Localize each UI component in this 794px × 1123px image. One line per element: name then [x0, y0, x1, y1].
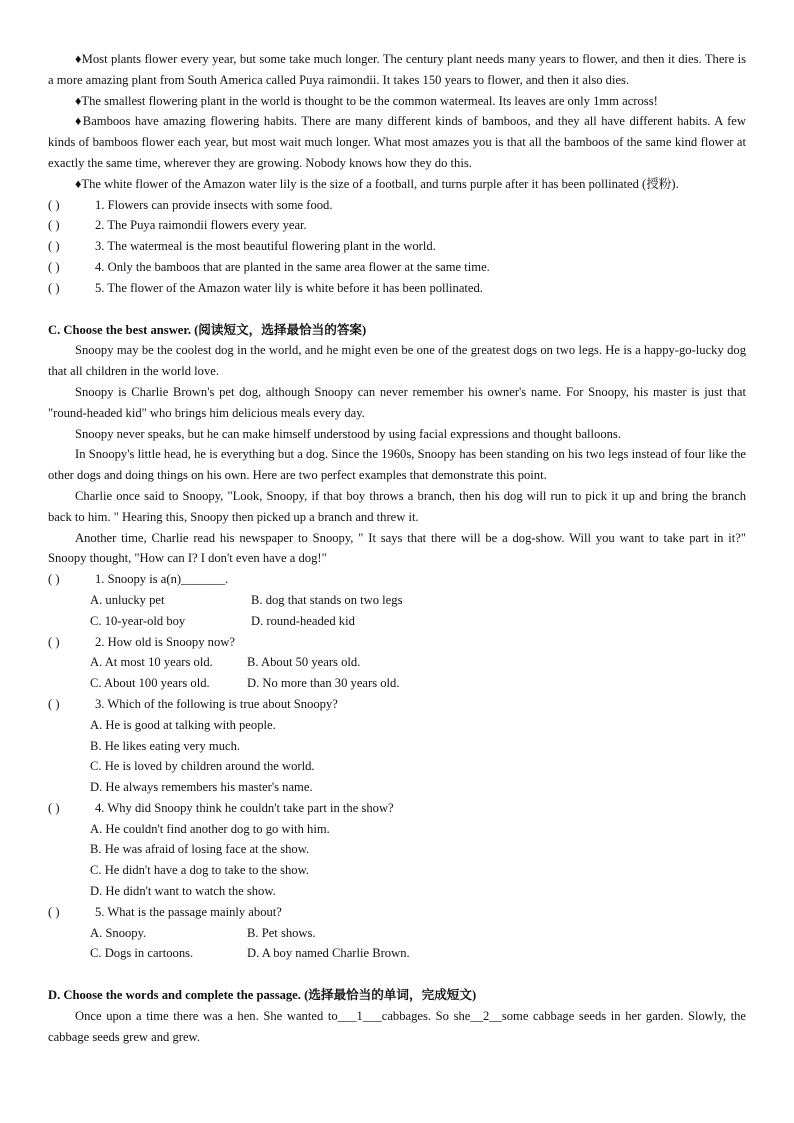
question-item [48, 632, 746, 653]
question-text: 3. The watermeal is the most beautiful flowering plant in the world. [95, 239, 436, 254]
section-c-questions [48, 569, 746, 964]
option-d[interactable]: D. A boy named Charlie Brown. [247, 946, 410, 961]
option-d[interactable]: D. No more than 30 years old. [247, 676, 400, 691]
option-a[interactable]: A. He couldn't find another dog to go with him. [90, 821, 330, 836]
option-row [48, 943, 746, 964]
question-item [48, 569, 746, 590]
question-text: 5. The flower of the Amazon water lily is white before it has been pollinated. [95, 280, 483, 295]
option-b[interactable]: B. About 50 years old. [247, 655, 361, 670]
option-c[interactable]: C. About 100 years old. [90, 676, 210, 691]
option-row [48, 673, 746, 694]
option-row [48, 923, 746, 944]
option-a[interactable]: A. unlucky pet [90, 592, 165, 607]
answer-blank[interactable]: ( ) [48, 259, 60, 274]
passage-paragraph: Snoopy may be the coolest dog in the world, and he might even be one of the greatest dogs on two legs. He is a happy-go-lucky dog that all children in the world love. [48, 343, 746, 379]
cloze-paragraph [48, 1006, 746, 1048]
option-row [48, 590, 746, 611]
question-text: 3. Which of the following is true about Snoopy? [95, 696, 338, 711]
question-text: 1. Snoopy is a(n)_______. [95, 572, 229, 587]
option-d[interactable]: D. He always remembers his master's name. [90, 780, 313, 795]
option-c[interactable]: C. He didn't have a dog to take to the show. [90, 863, 310, 878]
option-c[interactable]: C. 10-year-old boy [90, 613, 186, 628]
cloze-blank-1[interactable]: ___1___ [337, 1009, 382, 1024]
question-item [48, 798, 746, 819]
section-b-questions [48, 195, 746, 299]
answer-blank[interactable]: ( ) [48, 634, 60, 649]
passage-paragraph: Snoopy never speaks, but he can make himself understood by using facial expressions and thought balloons. [75, 426, 621, 441]
option-d[interactable]: D. He didn't want to watch the show. [90, 884, 276, 899]
answer-blank[interactable]: ( ) [48, 218, 60, 233]
option-b[interactable]: B. He was afraid of losing face at the show. [90, 842, 310, 857]
passage-paragraph: Another time, Charlie read his newspaper to Snoopy, " It says that there will be a dog-show. Will you want to take part in it?" Snoopy thought, "How can I? I don't even have a dog!" [48, 530, 746, 566]
passage-paragraph: In Snoopy's little head, he is everything but a dog. Since the 1960s, Snoopy has been standing on his two legs instead of four like the other dogs and doing things on his own. Here are two perfect examples that demonstrate this point. [48, 447, 746, 483]
question-item [48, 257, 746, 278]
passage-paragraph: Charlie once said to Snoopy, "Look, Snoopy, if that boy throws a branch, then his dog will run to pick it up and bring the branch back to him. " Hearing this, Snoopy then picked up a branch and threw it. [48, 488, 746, 524]
option-b[interactable]: B. Pet shows. [247, 925, 316, 940]
passage-paragraph: ♦The smallest flowering plant in the world is thought to be the common watermeal. Its leaves are only 1mm across! [75, 93, 658, 108]
answer-blank[interactable]: ( ) [48, 280, 60, 295]
question-text: 2. How old is Snoopy now? [95, 634, 235, 649]
option-c[interactable]: C. He is loved by children around the world. [90, 759, 315, 774]
answer-blank[interactable]: ( ) [48, 800, 60, 815]
answer-blank[interactable]: ( ) [48, 239, 60, 254]
question-item [48, 694, 746, 715]
section-b-passage [48, 49, 746, 195]
cloze-text: cabbages. So she [381, 1009, 471, 1024]
option-row [48, 652, 746, 673]
answer-blank[interactable]: ( ) [48, 572, 60, 587]
option-a[interactable]: A. Snoopy. [90, 925, 147, 940]
passage-paragraph: ♦Most plants flower every year, but some take much longer. The century plant needs many years to flower, and then it dies. There is a more amazing plant from South America called Puya raimondii. It takes 150 years to flower, and then it also dies. [48, 52, 746, 87]
cloze-blank-2[interactable]: __2__ [470, 1009, 502, 1024]
option-b[interactable]: B. dog that stands on two legs [251, 592, 403, 607]
question-text: 1. Flowers can provide insects with some food. [95, 197, 333, 212]
option-a[interactable]: A. At most 10 years old. [90, 655, 213, 670]
question-text: 2. The Puya raimondii flowers every year. [95, 218, 307, 233]
cloze-text: some cabbage seeds in her garden. Slowly, the cabbage seeds grew and grew. [48, 1009, 746, 1044]
question-item [48, 902, 746, 923]
passage-paragraph: ♦The white flower of the Amazon water lily is the size of a football, and turns purple after it has been pollinated (授粉). [75, 176, 679, 191]
option-c[interactable]: C. Dogs in cartoons. [90, 946, 194, 961]
question-item [48, 236, 746, 257]
option-d[interactable]: D. round-headed kid [251, 613, 355, 628]
section-c-title: C. Choose the best answer. (阅读短文，选择最恰当的答案) [48, 322, 367, 337]
question-text: 4. Only the bamboos that are planted in the same area flower at the same time. [95, 259, 490, 274]
question-text: 4. Why did Snoopy think he couldn't take part in the show? [95, 800, 394, 815]
question-item [48, 278, 746, 299]
question-item [48, 195, 746, 216]
option-b[interactable]: B. He likes eating very much. [90, 738, 241, 753]
option-row [48, 611, 746, 632]
passage-paragraph: ♦Bamboos have amazing flowering habits. There are many different kinds of bamboos, and they all have different habits. A few kinds of bamboos flower each year, but most wait much longer. What most amazes you is that all the bamboos of the same kind flower at exactly the same time, wherever they are growing. Nobody knows how they do this. [48, 114, 746, 170]
option-a[interactable]: A. He is good at talking with people. [90, 717, 276, 732]
section-d-title: D. Choose the words and complete the passage. (选择最恰当的单词，完成短文) [48, 988, 477, 1003]
question-item [48, 215, 746, 236]
answer-blank[interactable]: ( ) [48, 197, 60, 212]
passage-paragraph: Snoopy is Charlie Brown's pet dog, although Snoopy can never remember his owner's name. For Snoopy, his master is just that "round-headed kid" who brings him delicious meals every day. [48, 384, 746, 420]
answer-blank[interactable]: ( ) [48, 904, 60, 919]
answer-blank[interactable]: ( ) [48, 696, 60, 711]
section-c-passage [48, 340, 746, 569]
question-text: 5. What is the passage mainly about? [95, 904, 282, 919]
cloze-text: Once upon a time there was a hen. She wanted to [75, 1009, 338, 1024]
